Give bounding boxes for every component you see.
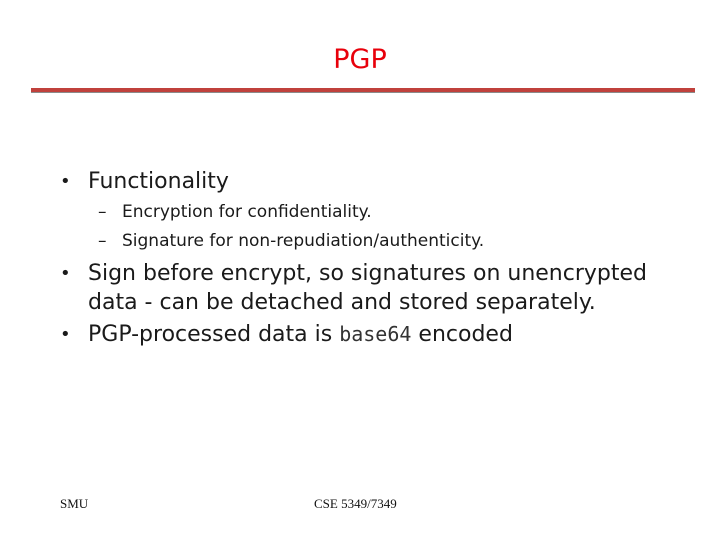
code-base64: base64 [339, 322, 412, 346]
bullet-text-suffix: encoded [411, 322, 513, 347]
bullet-text-line2: data - can be detached and stored separately. [88, 290, 596, 315]
sub-bullet-text: Signature for non-repudiation/authenticity. [122, 231, 485, 251]
bullet-text-line1: Sign before encrypt, so signatures on unencrypted [88, 261, 648, 286]
footer-center: CSE 5349/7349 [314, 496, 397, 511]
dash-icon: – [98, 202, 107, 222]
footer-left: SMU [60, 496, 89, 511]
bullet-text [88, 320, 513, 349]
slide-title: PGP [333, 44, 387, 75]
bullet-text: Functionality [88, 169, 229, 194]
bullet-text-prefix: PGP-processed data is [88, 322, 340, 347]
bullet-dot-icon: • [60, 324, 71, 345]
sub-bullet-text: Encryption for confidentiality. [122, 202, 372, 222]
title-rule [31, 88, 695, 93]
bullet-dot-icon: • [60, 171, 71, 192]
bullet-dot-icon: • [60, 263, 71, 284]
dash-icon: – [98, 231, 107, 251]
